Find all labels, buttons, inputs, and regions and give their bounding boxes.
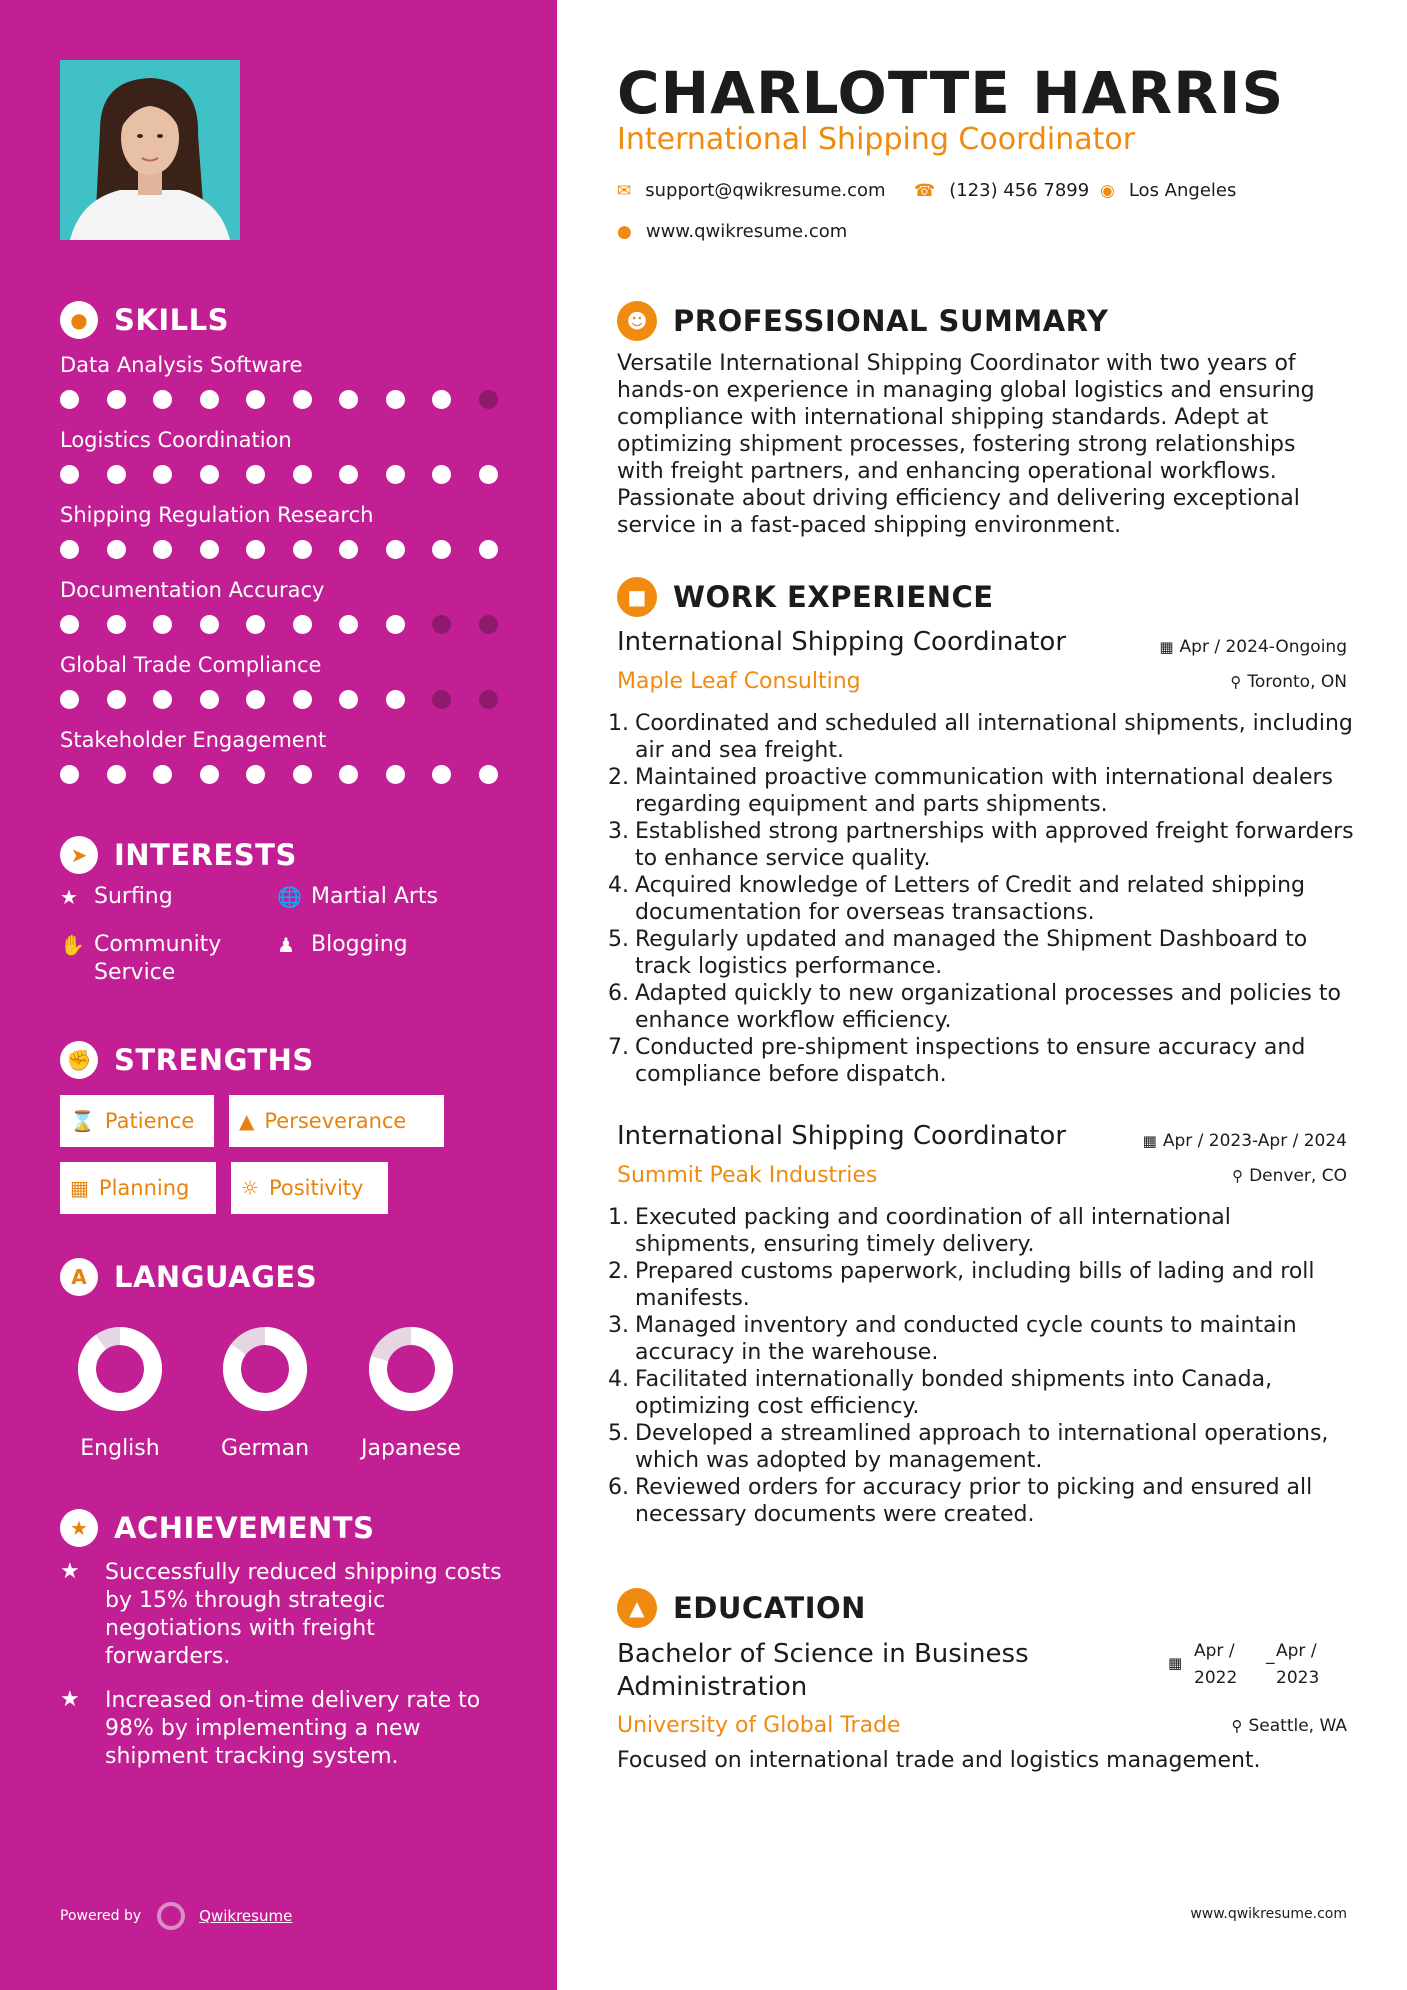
- skill-dot: [293, 540, 312, 559]
- edu-end-month: Apr /: [1276, 1641, 1317, 1661]
- skill-dot: [60, 390, 79, 409]
- duty-item: [608, 1366, 1355, 1420]
- fist-icon: ✊: [60, 1041, 98, 1079]
- skill-dot: [246, 690, 265, 709]
- interest-item: [60, 931, 260, 987]
- duty-number: 6.: [608, 1475, 629, 1500]
- skill-rating: [60, 615, 500, 635]
- duty-item: [608, 1204, 1355, 1258]
- skill-rating: [60, 690, 500, 710]
- calendar-icon: ▦: [1168, 1654, 1183, 1672]
- achievements-title: ACHIEVEMENTS: [114, 1511, 375, 1545]
- skill-dot: [200, 615, 219, 634]
- shooting-star-icon: ★: [60, 1687, 80, 1712]
- duty-item: [608, 764, 1355, 818]
- languages-heading: [60, 1258, 317, 1296]
- location-text: Los Angeles: [1128, 180, 1237, 201]
- pin-icon: ⚲: [1231, 1717, 1243, 1735]
- duty-number: 6.: [608, 981, 629, 1006]
- duty-text: Regularly updated and managed the Shipment Dashboard to track logistics performance.: [635, 927, 1308, 979]
- lightbulb-icon: ●: [60, 301, 98, 339]
- duty-text: Executed packing and coordination of all international shipments, ensuring timely delivery.: [635, 1205, 1231, 1257]
- skill-row: [60, 352, 500, 378]
- skill-dot: [60, 615, 79, 634]
- skill-dot: [246, 615, 265, 634]
- strength-label: Perseverance: [264, 1109, 407, 1133]
- candidate-name: CHARLOTTE HARRIS: [617, 59, 1285, 127]
- hand-icon: ✋: [60, 933, 85, 957]
- globe-icon: 🌐: [277, 885, 302, 909]
- duty-number: 1.: [608, 1205, 629, 1230]
- hourglass-icon: ⌛: [70, 1109, 95, 1133]
- skill-rating: [60, 540, 500, 560]
- language-label: English: [80, 1436, 160, 1461]
- contact-email[interactable]: [617, 180, 886, 201]
- duty-item: [608, 1420, 1355, 1474]
- skill-dot: [293, 390, 312, 409]
- edu-start-month: Apr /: [1194, 1641, 1235, 1661]
- duty-text: Adapted quickly to new organizational processes and policies to enhance workflow efficiency.: [635, 981, 1341, 1033]
- skill-rating: [60, 390, 500, 410]
- education-heading: [617, 1588, 866, 1628]
- map-pin-icon: ◉: [1100, 180, 1115, 201]
- paper-plane-icon: ➤: [60, 836, 98, 874]
- duty-item: [608, 818, 1355, 872]
- school-name: University of Global Trade: [617, 1713, 901, 1738]
- language-label: Japanese: [361, 1436, 461, 1461]
- skill-dot: [107, 690, 126, 709]
- user-icon: ☻: [617, 301, 657, 341]
- skill-row: [60, 652, 500, 678]
- skill-dot: [246, 390, 265, 409]
- skill-dot: [153, 765, 172, 784]
- job-dates-text: Apr / 2023-Apr / 2024: [1162, 1131, 1347, 1151]
- job-dates-text: Apr / 2024-Ongoing: [1179, 637, 1347, 657]
- skill-dot: [432, 690, 451, 709]
- summary-heading: [617, 301, 1108, 341]
- skill-dot: [60, 540, 79, 559]
- interest-label: Martial Arts: [311, 884, 439, 909]
- education-title: EDUCATION: [673, 1591, 866, 1625]
- envelope-icon: ✉: [617, 180, 632, 201]
- strengths-heading: [60, 1041, 314, 1079]
- duty-item: [608, 1034, 1355, 1088]
- job-dates: [1159, 637, 1347, 657]
- duty-text: Managed inventory and conducted cycle counts to maintain accuracy in the warehouse.: [635, 1313, 1297, 1365]
- interest-label: Blogging: [311, 932, 408, 957]
- job-location-text: Toronto, ON: [1247, 672, 1347, 692]
- language-item: [346, 1324, 476, 1461]
- interest-item: [277, 931, 408, 959]
- languages-title: LANGUAGES: [114, 1260, 318, 1294]
- experience-title: WORK EXPERIENCE: [673, 580, 994, 614]
- skill-dot: [107, 465, 126, 484]
- edu-end-year: 2023: [1276, 1668, 1320, 1688]
- duty-text: Maintained proactive communication with international dealers regarding equipment and parts shipments.: [635, 765, 1333, 817]
- skill-dot: [293, 465, 312, 484]
- skill-row: [60, 427, 500, 453]
- duty-number: 1.: [608, 711, 629, 736]
- duty-number: 4.: [608, 1367, 629, 1392]
- skill-dot: [293, 690, 312, 709]
- skill-name: Shipping Regulation Research: [60, 503, 374, 527]
- language-label: German: [220, 1436, 310, 1461]
- badge-star-icon: ★: [60, 1509, 98, 1547]
- skill-row: [60, 727, 500, 753]
- duty-item: [608, 1474, 1355, 1528]
- edu-end-date: [1276, 1638, 1319, 1692]
- duty-number: 3.: [608, 1313, 629, 1338]
- skill-dot: [153, 390, 172, 409]
- skill-dot: [200, 390, 219, 409]
- duty-item: [608, 1312, 1355, 1366]
- skill-dot: [432, 765, 451, 784]
- edu-start-year: 2022: [1194, 1668, 1238, 1688]
- duty-number: 3.: [608, 819, 629, 844]
- skill-dot: [153, 690, 172, 709]
- calendar-icon: ▦: [1142, 1132, 1157, 1150]
- interest-item: [60, 883, 173, 911]
- skill-dot: [60, 465, 79, 484]
- contact-phone[interactable]: [914, 180, 1089, 201]
- skill-dot: [107, 615, 126, 634]
- strength-label: Patience: [104, 1109, 195, 1133]
- skill-dot: [432, 615, 451, 634]
- summary-title: PROFESSIONAL SUMMARY: [673, 304, 1109, 338]
- achievement-text: Increased on-time delivery rate to 98% by implementing a new shipment tracking system.: [105, 1688, 481, 1769]
- qwikresume-link[interactable]: Qwikresume: [199, 1907, 293, 1925]
- interest-label: Community Service: [94, 932, 222, 985]
- strength-label: Positivity: [268, 1176, 364, 1200]
- skill-dot: [246, 765, 265, 784]
- duty-number: 7.: [608, 1035, 629, 1060]
- edu-start-date: [1194, 1638, 1237, 1692]
- duty-text: Reviewed orders for accuracy prior to picking and ensured all necessary documents were created.: [635, 1475, 1313, 1527]
- degree-title: Bachelor of Science in Business Administration: [617, 1639, 1029, 1702]
- skill-dot: [386, 540, 405, 559]
- skill-dot: [432, 390, 451, 409]
- skill-dot: [479, 540, 498, 559]
- interests-title: INTERESTS: [114, 838, 297, 872]
- skill-dot: [432, 540, 451, 559]
- phone-icon: ☎: [914, 180, 936, 201]
- job-dates: [1143, 1131, 1347, 1151]
- skill-dot: [107, 540, 126, 559]
- powered-by: [60, 1902, 292, 1930]
- job-duties: [608, 1204, 1355, 1528]
- interest-item: [277, 883, 438, 911]
- edu-location-text: Seattle, WA: [1248, 1716, 1347, 1736]
- achievement-text: Successfully reduced shipping costs by 15% through strategic negotiations with freight forwarders.: [105, 1560, 502, 1669]
- strengths-title: STRENGTHS: [114, 1043, 314, 1077]
- duty-item: [608, 710, 1355, 764]
- language-donut: [366, 1324, 456, 1414]
- strength-badge: [60, 1095, 214, 1147]
- company-name: Maple Leaf Consulting: [617, 669, 861, 694]
- interest-label: Surfing: [94, 884, 173, 909]
- phone-text: (123) 456 7899: [949, 180, 1090, 201]
- profile-photo: [60, 60, 240, 240]
- skill-rating: [60, 765, 500, 785]
- road-icon: ▲: [239, 1109, 255, 1133]
- company-name: Summit Peak Industries: [617, 1163, 878, 1188]
- skill-rating: [60, 465, 500, 485]
- strength-badge: [229, 1095, 444, 1147]
- edu-location: [1232, 1716, 1348, 1736]
- pin-icon: ⚲: [1230, 673, 1242, 691]
- star-icon: ★: [60, 885, 78, 909]
- job-location-text: Denver, CO: [1249, 1166, 1347, 1186]
- skill-dot: [386, 465, 405, 484]
- duty-item: [608, 1258, 1355, 1312]
- achievement-item: [60, 1559, 510, 1671]
- skill-row: [60, 577, 500, 603]
- calendar-icon: ▦: [70, 1176, 89, 1200]
- skill-dot: [246, 465, 265, 484]
- duty-text: Coordinated and scheduled all international shipments, including air and sea freight.: [635, 711, 1353, 763]
- skills-heading: [60, 301, 229, 339]
- experience-heading: [617, 577, 994, 617]
- duty-item: [608, 980, 1355, 1034]
- shooting-star-icon: ★: [60, 1559, 80, 1584]
- duty-text: Facilitated internationally bonded shipments into Canada, optimizing cost efficiency.: [635, 1367, 1273, 1419]
- skill-dot: [339, 690, 358, 709]
- language-donut: [220, 1324, 310, 1414]
- duty-item: [608, 872, 1355, 926]
- skill-dot: [339, 465, 358, 484]
- globe-icon: ●: [617, 221, 632, 242]
- job-title: International Shipping Coordinator: [617, 1121, 1067, 1151]
- job-duties: [608, 710, 1355, 1088]
- pin-icon: ⚲: [1232, 1167, 1244, 1185]
- strength-badge: [231, 1162, 388, 1214]
- skill-name: Stakeholder Engagement: [60, 728, 327, 752]
- skill-name: Global Trade Compliance: [60, 653, 322, 677]
- skill-name: Documentation Accuracy: [60, 578, 325, 602]
- duty-number: 2.: [608, 1259, 629, 1284]
- strength-badge: [60, 1162, 216, 1214]
- skill-dot: [386, 390, 405, 409]
- skill-dot: [153, 615, 172, 634]
- powered-by-text: Powered by: [60, 1908, 142, 1924]
- skill-name: Data Analysis Software: [60, 353, 303, 377]
- duty-text: Acquired knowledge of Letters of Credit and related shipping documentation for overseas transactions.: [635, 873, 1305, 925]
- skill-row: [60, 502, 500, 528]
- duty-number: 5.: [608, 1421, 629, 1446]
- skill-dot: [153, 540, 172, 559]
- qwikresume-logo: [157, 1902, 185, 1930]
- job-location: [1232, 1166, 1347, 1186]
- duty-item: [608, 926, 1355, 980]
- skill-dot: [386, 615, 405, 634]
- skill-dot: [200, 690, 219, 709]
- skill-dot: [200, 765, 219, 784]
- skill-dot: [339, 765, 358, 784]
- skill-dot: [386, 690, 405, 709]
- achievement-item: [60, 1687, 510, 1771]
- users-icon: ♟: [277, 933, 295, 957]
- skill-name: Logistics Coordination: [60, 428, 292, 452]
- skill-dot: [60, 690, 79, 709]
- duty-number: 4.: [608, 873, 629, 898]
- summary-text: Versatile International Shipping Coordinator with two years of hands-on experience in managing global logistics and ensuring compliance with international shipping standards. Adept at optimizing shipment processes, fostering strong relationships with freight partners, and enhancing operational workflows. Passionate about driving efficiency and delivering exceptional service in a fast-paced shipping environment.: [617, 351, 1315, 538]
- calendar-icon: ▦: [1159, 638, 1174, 656]
- language-item: [55, 1324, 185, 1461]
- footer-url[interactable]: www.qwikresume.com: [1190, 1906, 1347, 1922]
- education-description: Focused on international trade and logistics management.: [617, 1748, 1261, 1773]
- strength-label: Planning: [98, 1176, 190, 1200]
- skill-dot: [293, 615, 312, 634]
- skill-dot: [339, 615, 358, 634]
- candidate-role: International Shipping Coordinator: [617, 122, 1136, 157]
- skill-dot: [479, 765, 498, 784]
- contact-website[interactable]: [617, 221, 847, 242]
- job-location: [1230, 672, 1347, 692]
- skill-dot: [479, 390, 498, 409]
- duty-text: Prepared customs paperwork, including bills of lading and roll manifests.: [635, 1259, 1315, 1311]
- edu-date-separator: _: [1266, 1645, 1275, 1665]
- skill-dot: [246, 540, 265, 559]
- duty-number: 5.: [608, 927, 629, 952]
- duty-number: 2.: [608, 765, 629, 790]
- duty-text: Established strong partnerships with approved freight forwarders to enhance service quality.: [635, 819, 1354, 871]
- duty-text: Developed a streamlined approach to international operations, which was adopted by management.: [635, 1421, 1329, 1473]
- skill-dot: [339, 540, 358, 559]
- skill-dot: [200, 540, 219, 559]
- skill-dot: [107, 765, 126, 784]
- contact-location: [1100, 180, 1236, 201]
- skill-dot: [107, 390, 126, 409]
- skill-dot: [200, 465, 219, 484]
- skill-dot: [339, 390, 358, 409]
- interests-heading: [60, 836, 297, 874]
- briefcase-icon: ■: [617, 577, 657, 617]
- sun-icon: ☼: [241, 1176, 259, 1200]
- skill-dot: [432, 465, 451, 484]
- language-donut: [75, 1324, 165, 1414]
- skill-dot: [479, 690, 498, 709]
- language-icon: A: [60, 1258, 98, 1296]
- graduation-icon: ▲: [617, 1588, 657, 1628]
- skill-dot: [153, 465, 172, 484]
- skill-dot: [293, 765, 312, 784]
- donut-fill: [87, 1336, 153, 1402]
- skill-dot: [60, 765, 79, 784]
- skill-dot: [479, 615, 498, 634]
- skills-title: SKILLS: [114, 303, 229, 337]
- language-item: [200, 1324, 330, 1461]
- website-text: www.qwikresume.com: [645, 221, 848, 242]
- duty-text: Conducted pre-shipment inspections to ensure accuracy and compliance before dispatch.: [635, 1035, 1306, 1087]
- skill-dot: [479, 465, 498, 484]
- email-text: support@qwikresume.com: [645, 180, 886, 201]
- achievements-heading: [60, 1509, 374, 1547]
- skill-dot: [386, 765, 405, 784]
- job-title: International Shipping Coordinator: [617, 627, 1067, 657]
- sidebar: [0, 0, 557, 1990]
